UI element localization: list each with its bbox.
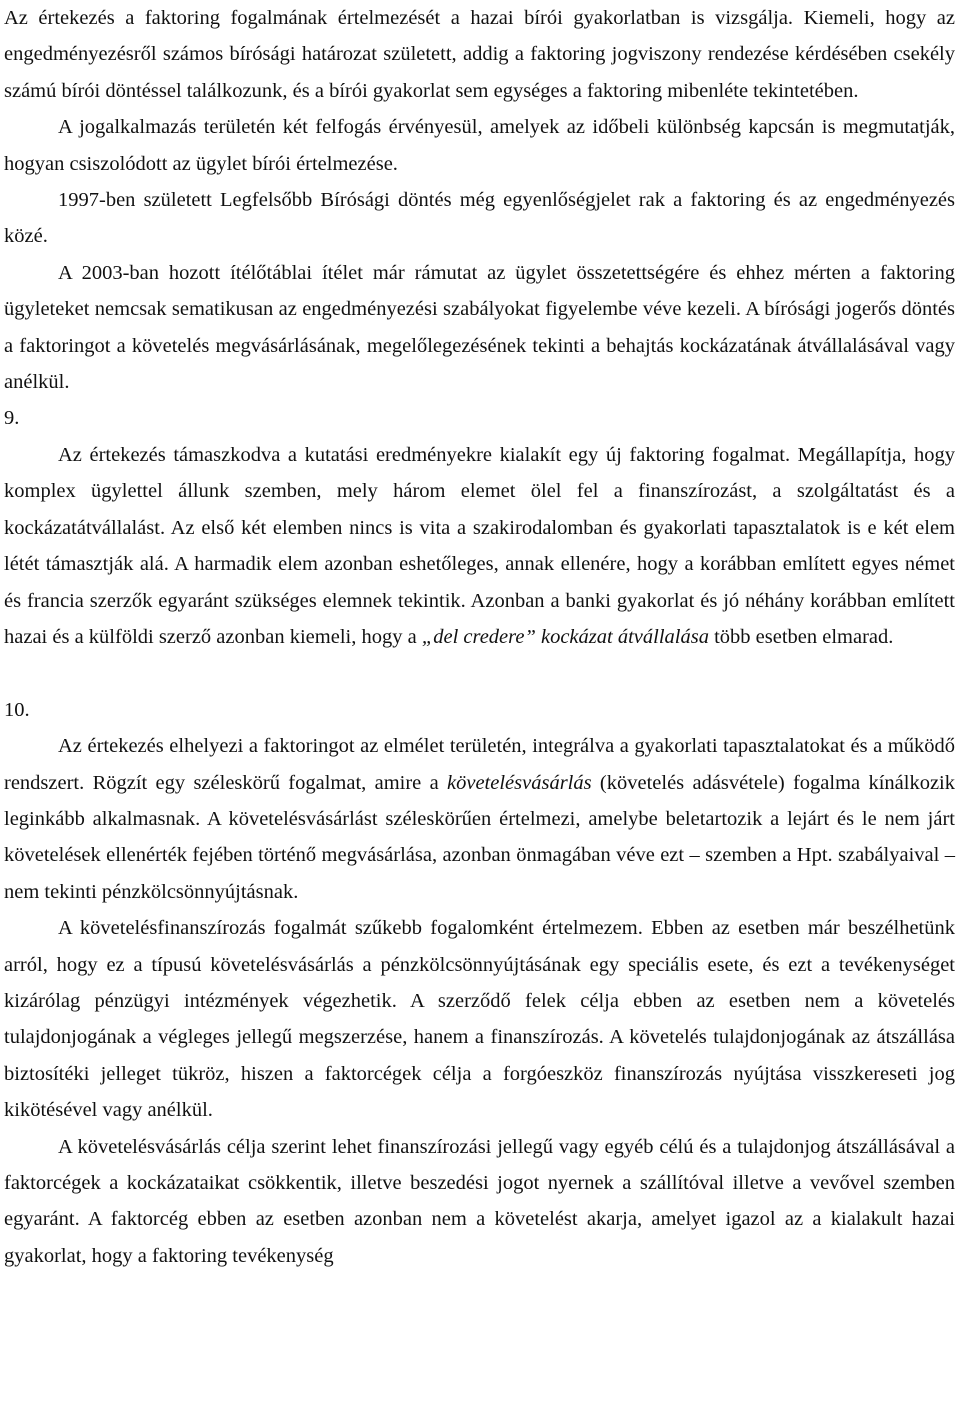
paragraph-2003-itelet: A 2003-ban hozott ítélőtáblai ítélet már rámutat az ügylet összetettségére és ehhez mérten a faktoring ügyleteket nemcsak sematikusan az engedményezési szabályokat figyelembe véve kezeli. A bírósági jogerős döntés a faktoringot a követelés megvásárlásának, megelőlegezésének tekinti a behajtás kockázatának átvállalásával vagy anélkül. [4, 261, 955, 394]
section-number-9: 9. [4, 407, 20, 430]
paragraph-1997-dontes: 1997-ben született Legfelsőbb Bírósági döntés még egyenlőségjelet rak a faktoring és az engedményezés közé. [4, 189, 955, 248]
paragraph-kovetelesvasarlas-celja: A követelésvásárlás célja szerint lehet finanszírozási jellegű vagy egyéb célú és a tulajdonjog átszállásával a faktorcégek a kockázataikat csökkentik, illetve beszedési jogot nyernek a szállítóval illetve a vevővel szemben egyaránt. A faktorcég ebben az esetben azonban nem a követelést akarja, amelyet igazol az a kialakult hazai gyakorlat, hogy a faktoring tevékenység [4, 1135, 955, 1267]
section-gap [4, 655, 955, 691]
paragraph-uj-faktoring-fogalom [4, 437, 955, 655]
paragraph-elmelet-elhelyezes [4, 728, 955, 910]
paragraph-text: több esetben elmarad. [708, 625, 894, 648]
italic-phrase-del-credere: „del credere” kockázat átvállalása [421, 625, 709, 648]
italic-term-kovetelesvasarlas: követelésvásárlás [447, 771, 592, 794]
paragraph-koveteles-finanszirozas: A követelésfinanszírozás fogalmát szűkebb fogalomként értelmezem. Ebben az esetben már beszélhetünk arról, hogy ez a típusú követelésvásárlás a pénzkölcsönnyújtásának egy speciális esete, és ezt a tevékenységet kizárólag pénzügyi intézmények végezhetik. A szerződő felek célja ebben az esetben nem a követelés tulajdonjogának a végleges jellegű megszerzése, hanem a finanszírozás. A követelés tulajdonjogának az átszállása biztosítéki jelleget tükröz, hiszen a faktorcégek célja a forgóeszköz finanszírozás nyújtása visszkereseti jog kikötésével vagy anélkül. [4, 917, 955, 1122]
paragraph-text: Az értekezés elhelyezi a faktoringot az elmélet területén, integrálva a gyakorlati tapasztalatokat és a működő rendszert. Rögzít egy széleskörű fogalmat, amire a [4, 735, 955, 794]
section-number-10: 10. [4, 698, 30, 721]
paragraph-text: Az értekezés támaszkodva a kutatási eredményekre kialakít egy új faktoring fogalmat. Megállapítja, hogy komplex ügylettel állunk szemben, mely három elemet ölel fel a finanszírozást, a szolgáltatást és a kockázatátvállalást. Az első két elemben nincs is vita a szakirodalomban és gyakorlati tapasztalatok is e két elem létét támasztják alá. A harmadik elem azonban eshetőleges, annak ellenére, hogy a korábban említett egyes német és francia szerzők egyaránt szükséges elemnek tekintik. Azonban a banki gyakorlat és jó néhány korábban említett hazai és a külföldi szerző azonban kiemeli, hogy a [4, 443, 955, 648]
paragraph-ket-felfogas: A jogalkalmazás területén két felfogás érvényesül, amelyek az időbeli különbség kapcsán is megmutatják, hogyan csiszolódott az ügylet bírói értelmezése. [4, 116, 955, 175]
paragraph-text: (követelés adásvétele) fogalma kínálkozik leginkább alkalmasnak. A követelésvásárlást széleskörűen értelmezi, amelybe beletartozik a lejárt és le nem járt követelések ellenérték fejében történő megvásárlása, azonban önmagában véve ezt – szemben a Hpt. szabályaival – nem tekinti pénzkölcsönnyújtásnak. [4, 771, 955, 903]
paragraph-faktoring-biroi-gyakorlat: Az értekezés a faktoring fogalmának értelmezését a hazai bírói gyakorlatban is vizsgálja. Kiemeli, hogy az engedményezésről számos bírósági határozat született, addig a faktoring jogviszony rendezése kérdésében csekély számú bírói döntéssel találkozunk, és a bírói gyakorlat sem egységes a faktoring mibenléte tekintetében. [4, 7, 955, 102]
